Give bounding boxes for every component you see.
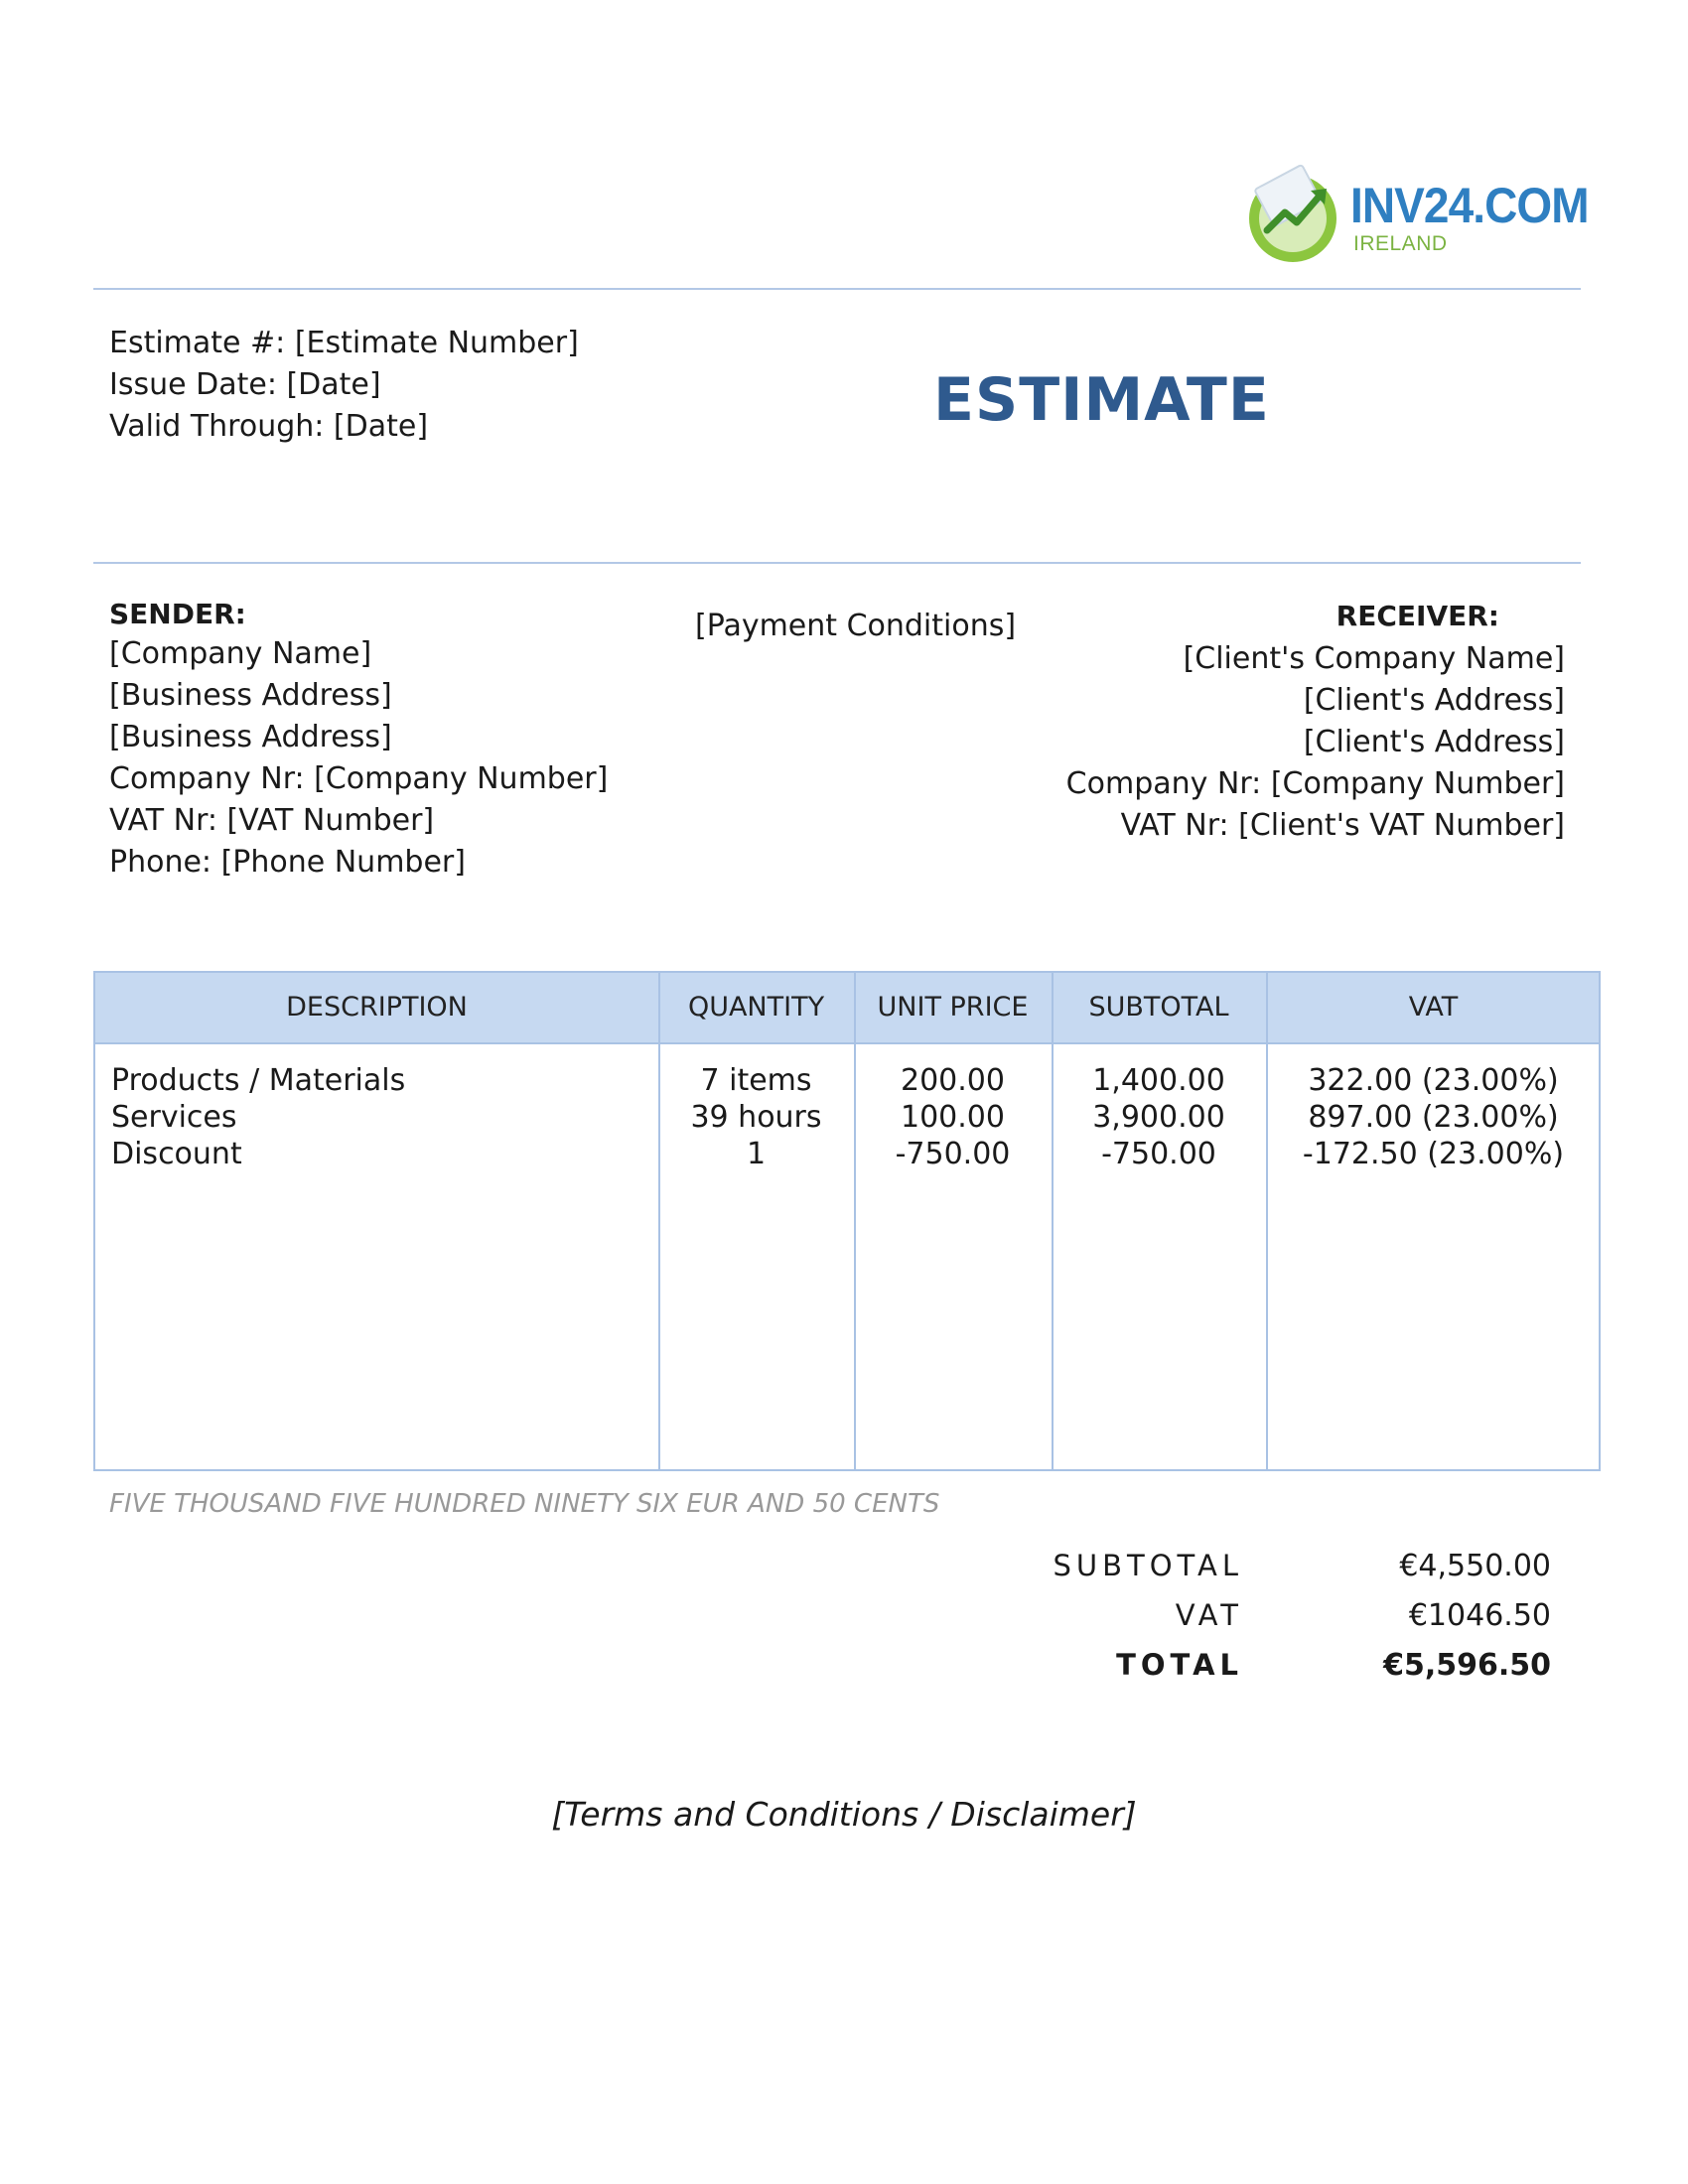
- logo-emblem-icon: [1245, 161, 1344, 270]
- line-items-table: [93, 971, 1601, 1471]
- sender-address-2: [Business Address]: [109, 720, 392, 754]
- sender-address-1: [Business Address]: [109, 678, 392, 713]
- cell-description: Products / Materials: [111, 1063, 406, 1098]
- cell-unit-price: 100.00: [901, 1100, 1005, 1135]
- sender-heading: SENDER:: [109, 598, 246, 630]
- cell-description: Services: [111, 1100, 237, 1135]
- cell-description: Discount: [111, 1137, 242, 1171]
- cell-subtotal: 1,400.00: [1092, 1063, 1225, 1098]
- cell-subtotal: -750.00: [1101, 1137, 1216, 1171]
- receiver-company-number: Company Nr: [Company Number]: [1065, 766, 1565, 801]
- header-description: DESCRIPTION: [286, 992, 468, 1023]
- header-subtotal: SUBTOTAL: [1088, 992, 1229, 1023]
- column-divider: [1052, 973, 1054, 1469]
- cell-unit-price: -750.00: [895, 1137, 1011, 1171]
- sender-phone: Phone: [Phone Number]: [109, 845, 466, 880]
- cell-quantity: 39 hours: [690, 1100, 822, 1135]
- document-title: ESTIMATE: [933, 365, 1270, 435]
- cell-quantity: 1: [746, 1137, 767, 1171]
- cell-vat: 897.00 (23.00%): [1308, 1100, 1559, 1135]
- receiver-address-2: [Client's Address]: [1303, 725, 1565, 759]
- receiver-address-1: [Client's Address]: [1303, 683, 1565, 718]
- cell-vat: 322.00 (23.00%): [1308, 1063, 1559, 1098]
- receiver-vat-number: VAT Nr: [Client's VAT Number]: [1120, 808, 1565, 843]
- company-logo: [1245, 161, 1589, 270]
- summary-total-value: €5,596.50: [1383, 1648, 1551, 1683]
- logo-region: IRELAND: [1353, 232, 1448, 255]
- column-divider: [658, 973, 660, 1469]
- amount-in-words: FIVE THOUSAND FIVE HUNDRED NINETY SIX EUR AND 50 CENTS: [109, 1489, 940, 1519]
- middle-divider: [93, 562, 1581, 564]
- cell-subtotal: 3,900.00: [1092, 1100, 1225, 1135]
- terms-and-conditions: [Terms and Conditions / Disclaimer]: [551, 1795, 1137, 1834]
- payment-conditions: [Payment Conditions]: [695, 609, 1017, 643]
- sender-company-number: Company Nr: [Company Number]: [109, 761, 609, 796]
- logo-name: INV24.COM: [1350, 178, 1589, 233]
- cell-quantity: 7 items: [700, 1063, 812, 1098]
- column-divider: [854, 973, 856, 1469]
- estimate-number: Estimate #: [Estimate Number]: [109, 326, 579, 360]
- summary-vat-value: €1046.50: [1408, 1598, 1551, 1633]
- summary-subtotal-value: €4,550.00: [1399, 1549, 1551, 1583]
- cell-vat: -172.50 (23.00%): [1302, 1137, 1565, 1171]
- sender-vat-number: VAT Nr: [VAT Number]: [109, 803, 435, 838]
- top-divider: [93, 288, 1581, 290]
- issue-date: Issue Date: [Date]: [109, 367, 381, 402]
- cell-unit-price: 200.00: [901, 1063, 1005, 1098]
- summary-subtotal-label: SUBTOTAL: [1053, 1549, 1243, 1582]
- receiver-heading: RECEIVER:: [1336, 600, 1499, 632]
- summary-vat-label: VAT: [1175, 1598, 1243, 1632]
- header-vat: VAT: [1408, 992, 1459, 1023]
- column-divider: [1266, 973, 1268, 1469]
- header-unit-price: UNIT PRICE: [877, 992, 1029, 1023]
- sender-company: [Company Name]: [109, 636, 372, 671]
- summary-total-label: TOTAL: [1116, 1648, 1243, 1682]
- receiver-company: [Client's Company Name]: [1183, 641, 1565, 676]
- header-quantity: QUANTITY: [687, 992, 825, 1023]
- valid-through: Valid Through: [Date]: [109, 409, 429, 444]
